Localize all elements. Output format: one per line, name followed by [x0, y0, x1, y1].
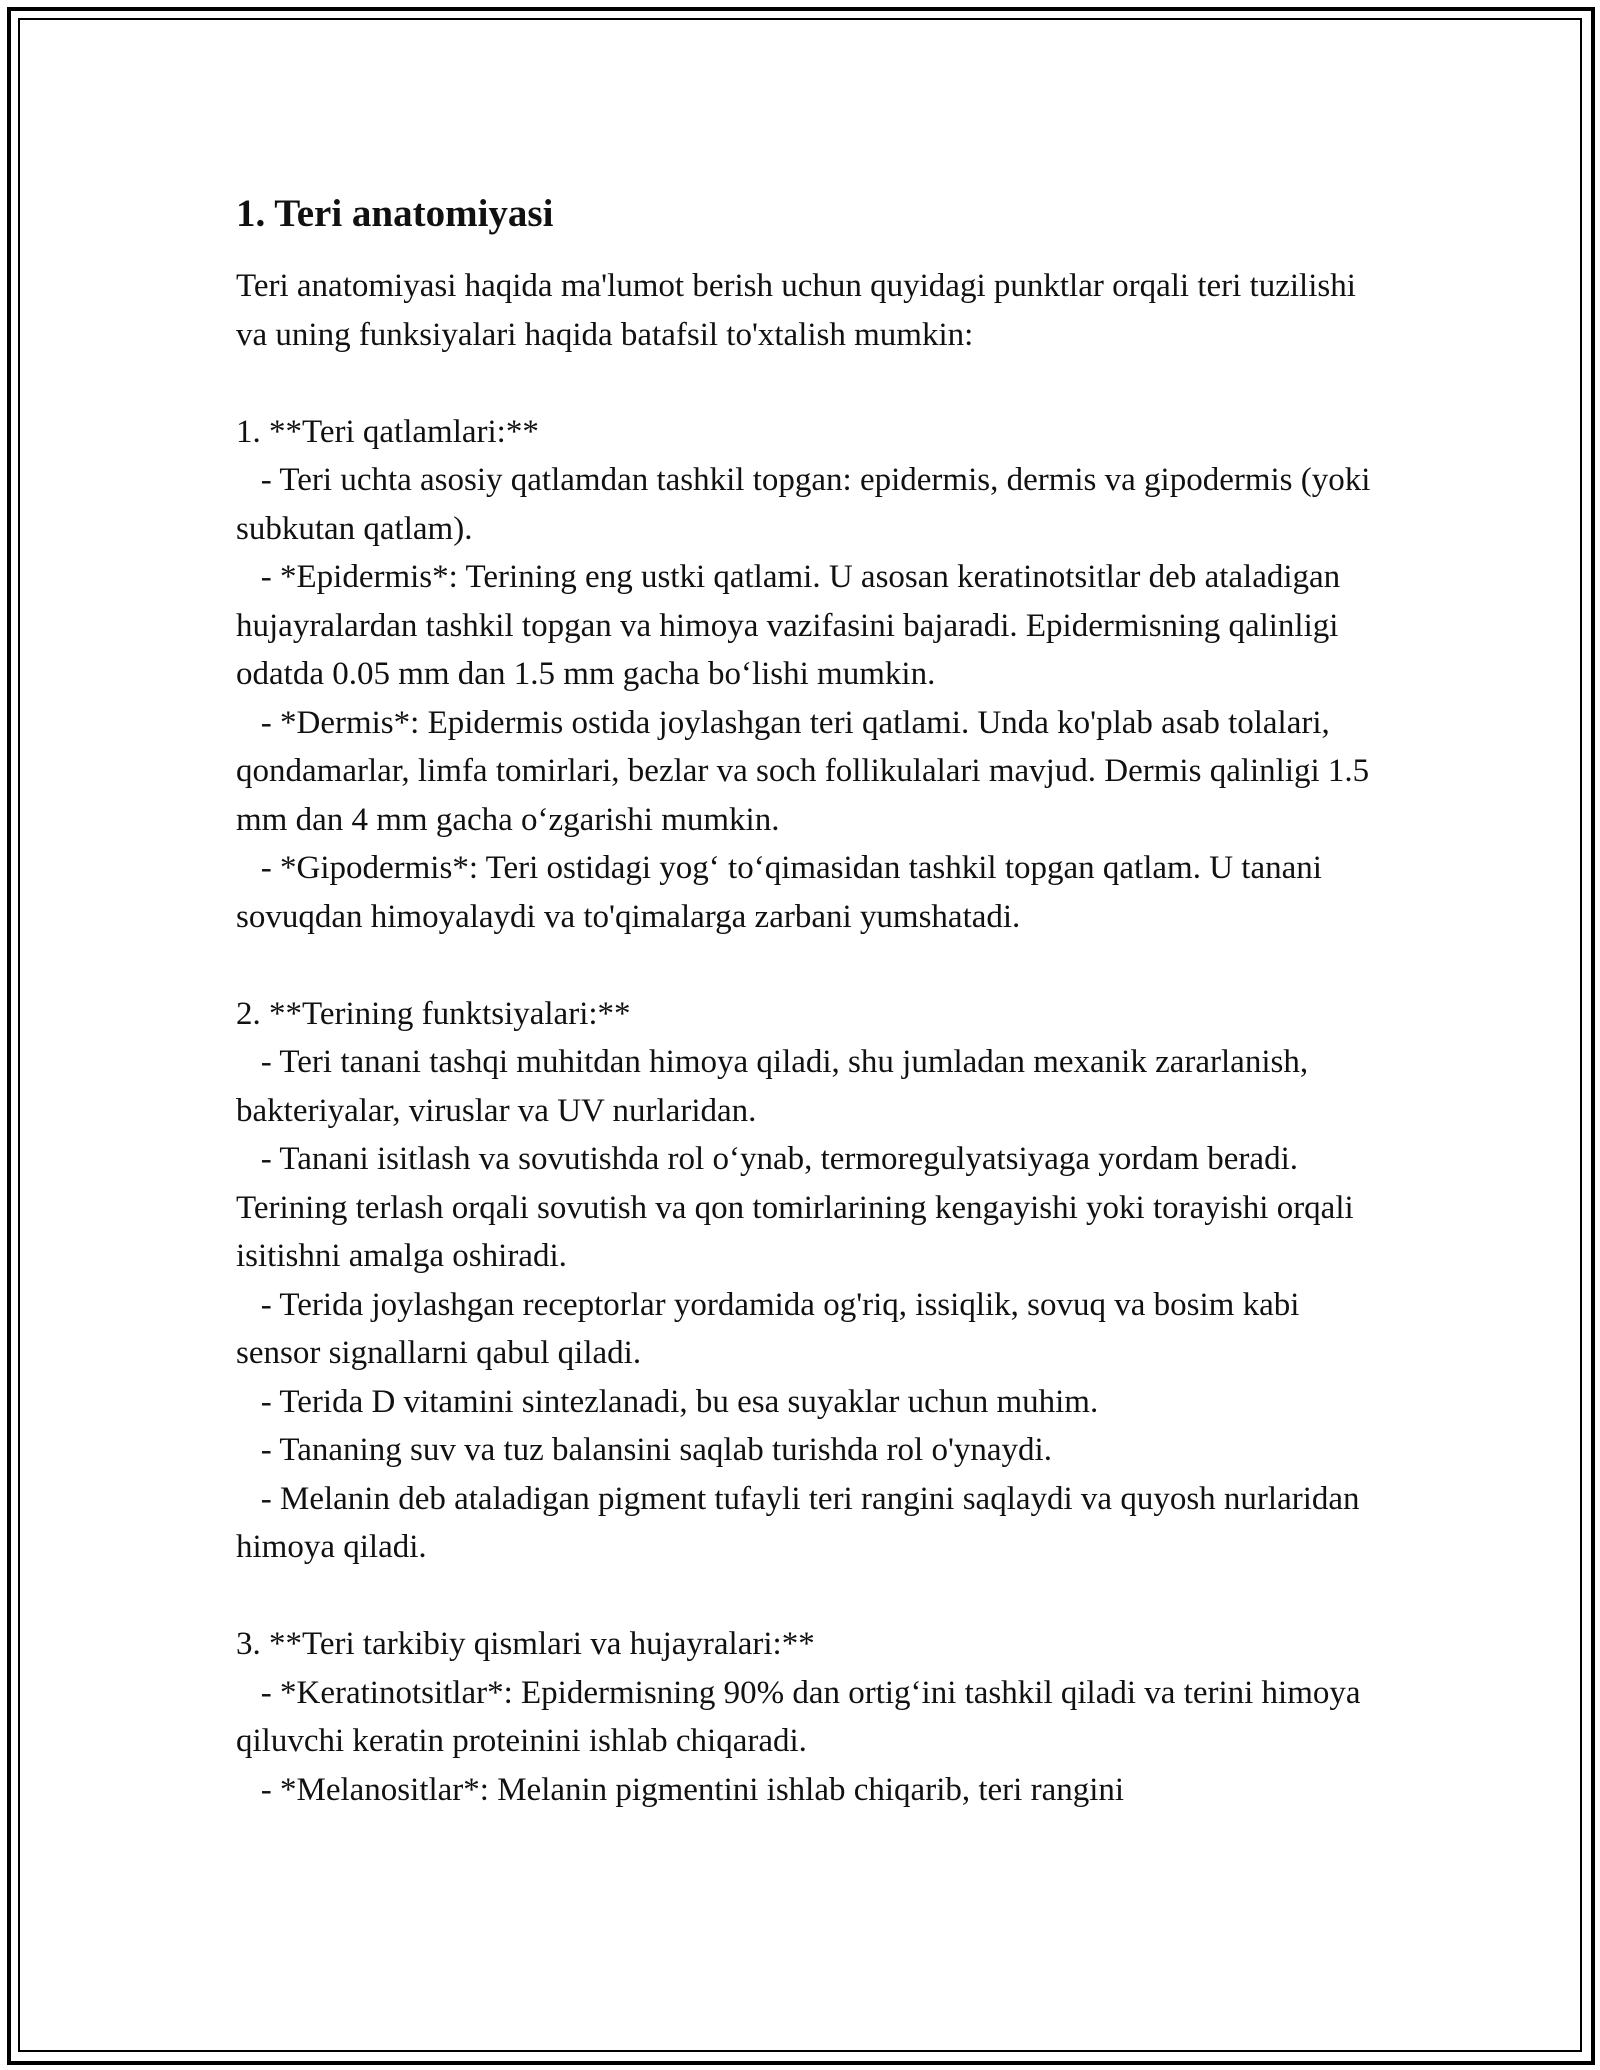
list-item: - Teri tanani tashqi muhitdan himoya qiladi, shu jumladan mexanik zararlanish, bakteriyalar, viruslar va UV nurlaridan. [236, 1044, 1309, 1129]
intro-paragraph: Teri anatomiyasi haqida ma'lumot berish uchun quyidagi punktlar orqali teri tuzilishi va uning funksiyalari haqida batafsil to'xtalish mumkin: [236, 268, 1356, 353]
section-heading: 1. **Teri qatlamlari:** [236, 413, 539, 450]
list-item: - Terida D vitamini sintezlanadi, bu esa suyaklar uchun muhim. [236, 1383, 1099, 1420]
list-item-text: Melanin deb ataladigan pigment tufayli teri rangini saqlaydi va quyosh nurlaridan himoya qiladi. [236, 1480, 1360, 1565]
list-item-text: *Melanositlar*: Melanin pigmentini ishlab chiqarib, teri rangini [280, 1771, 1125, 1808]
section-skin-functions [236, 990, 1376, 1572]
list-item: - *Gipodermis*: Teri ostidagi yog‘ to‘qimasidan tashkil topgan qatlam. U tanani sovuqdan himoyalaydi va to'qimalarga zarbani yumshatadi. [236, 850, 1322, 935]
page-title: 1. Teri anatomiyasi [236, 192, 554, 235]
section-heading: 2. **Terining funktsiyalari:** [236, 995, 631, 1032]
list-item: - Teri uchta asosiy qatlamdan tashkil topgan: epidermis, dermis va gipodermis (yoki subkutan qatlam). [236, 462, 1371, 547]
document-body [236, 186, 1376, 1814]
list-item-text: Teri uchta asosiy qatlamdan tashkil topgan: epidermis, dermis va gipodermis (yoki subkutan qatlam). [236, 462, 1371, 547]
list-item-text: *Epidermis*: Terining eng ustki qatlami. U asosan keratinotsitlar deb ataladigan hujayralardan tashkil topgan va himoya vazifasini bajaradi. Epidermisning qalinligi odatda 0.05 mm dan 1.5 mm gacha bo‘lishi mumkin. [236, 559, 1341, 692]
list-item-text: Terida D vitamini sintezlanadi, bu esa suyaklar uchun muhim. [279, 1383, 1099, 1420]
list-item-text: Terida joylashgan receptorlar yordamida og'riq, issiqlik, sovuq va bosim kabi sensor signallarni qabul qiladi. [236, 1286, 1300, 1371]
list-item: - Tanani isitlash va sovutishda rol o‘ynab, termoregulyatsiyaga yordam beradi. Terining terlash orqali sovutish va qon tomirlarining kengayishi yoki torayishi orqali isitishni amalga oshiradi. [236, 1141, 1354, 1274]
list-item: - *Epidermis*: Terining eng ustki qatlami. U asosan keratinotsitlar deb ataladigan hujayralardan tashkil topgan va himoya vazifasini bajaradi. Epidermisning qalinligi odatda 0.05 mm dan 1.5 mm gacha bo‘lishi mumkin. [236, 559, 1341, 692]
section-skin-layers [236, 408, 1376, 942]
list-item-text: *Keratinotsitlar*: Epidermisning 90% dan ortig‘ini tashkil qiladi va terini himoya qiluvchi keratin proteinini ishlab chiqaradi. [236, 1674, 1361, 1759]
list-item: - *Melanositlar*: Melanin pigmentini ishlab chiqarib, teri rangini [236, 1771, 1125, 1808]
list-item: - Terida joylashgan receptorlar yordamida og'riq, issiqlik, sovuq va bosim kabi sensor signallarni qabul qiladi. [236, 1286, 1300, 1371]
list-item: - *Keratinotsitlar*: Epidermisning 90% dan ortig‘ini tashkil qiladi va terini himoya qiluvchi keratin proteinini ishlab chiqaradi. [236, 1674, 1361, 1759]
section-skin-components [236, 1620, 1376, 1814]
list-item-text: *Dermis*: Epidermis ostida joylashgan teri qatlami. Unda ko'plab asab tolalari, qondamarlar, limfa tomirlari, bezlar va soch follikulalari mavjud. Dermis qalinligi 1.5 mm dan 4 mm gacha o‘zgarishi mumkin. [236, 704, 1370, 838]
list-item-text: *Gipodermis*: Teri ostidagi yog‘ to‘qimasidan tashkil topgan qatlam. U tanani sovuqdan himoyalaydi va to'qimalarga zarbani yumshatadi. [236, 850, 1322, 935]
list-item-text: Tanani isitlash va sovutishda rol o‘ynab, termoregulyatsiyaga yordam beradi. Terining terlash orqali sovutish va qon tomirlarining kengayishi yoki torayishi orqali isitishni amalga oshiradi. [236, 1141, 1354, 1274]
list-item-text: Tananing suv va tuz balansini saqlab turishda rol o'ynaydi. [279, 1432, 1052, 1468]
list-item: - Tananing suv va tuz balansini saqlab turishda rol o'ynaydi. [236, 1432, 1052, 1468]
section-heading: 3. **Teri tarkibiy qismlari va hujayralari:** [236, 1626, 815, 1662]
list-item: - Melanin deb ataladigan pigment tufayli teri rangini saqlaydi va quyosh nurlaridan himoya qiladi. [236, 1480, 1360, 1565]
list-item-text: Teri tanani tashqi muhitdan himoya qiladi, shu jumladan mexanik zararlanish, bakteriyalar, viruslar va UV nurlaridan. [236, 1044, 1309, 1129]
list-item: - *Dermis*: Epidermis ostida joylashgan teri qatlami. Unda ko'plab asab tolalari, qondamarlar, limfa tomirlari, bezlar va soch follikulalari mavjud. Dermis qalinligi 1.5 mm dan 4 mm gacha o‘zgarishi mumkin. [236, 704, 1370, 838]
